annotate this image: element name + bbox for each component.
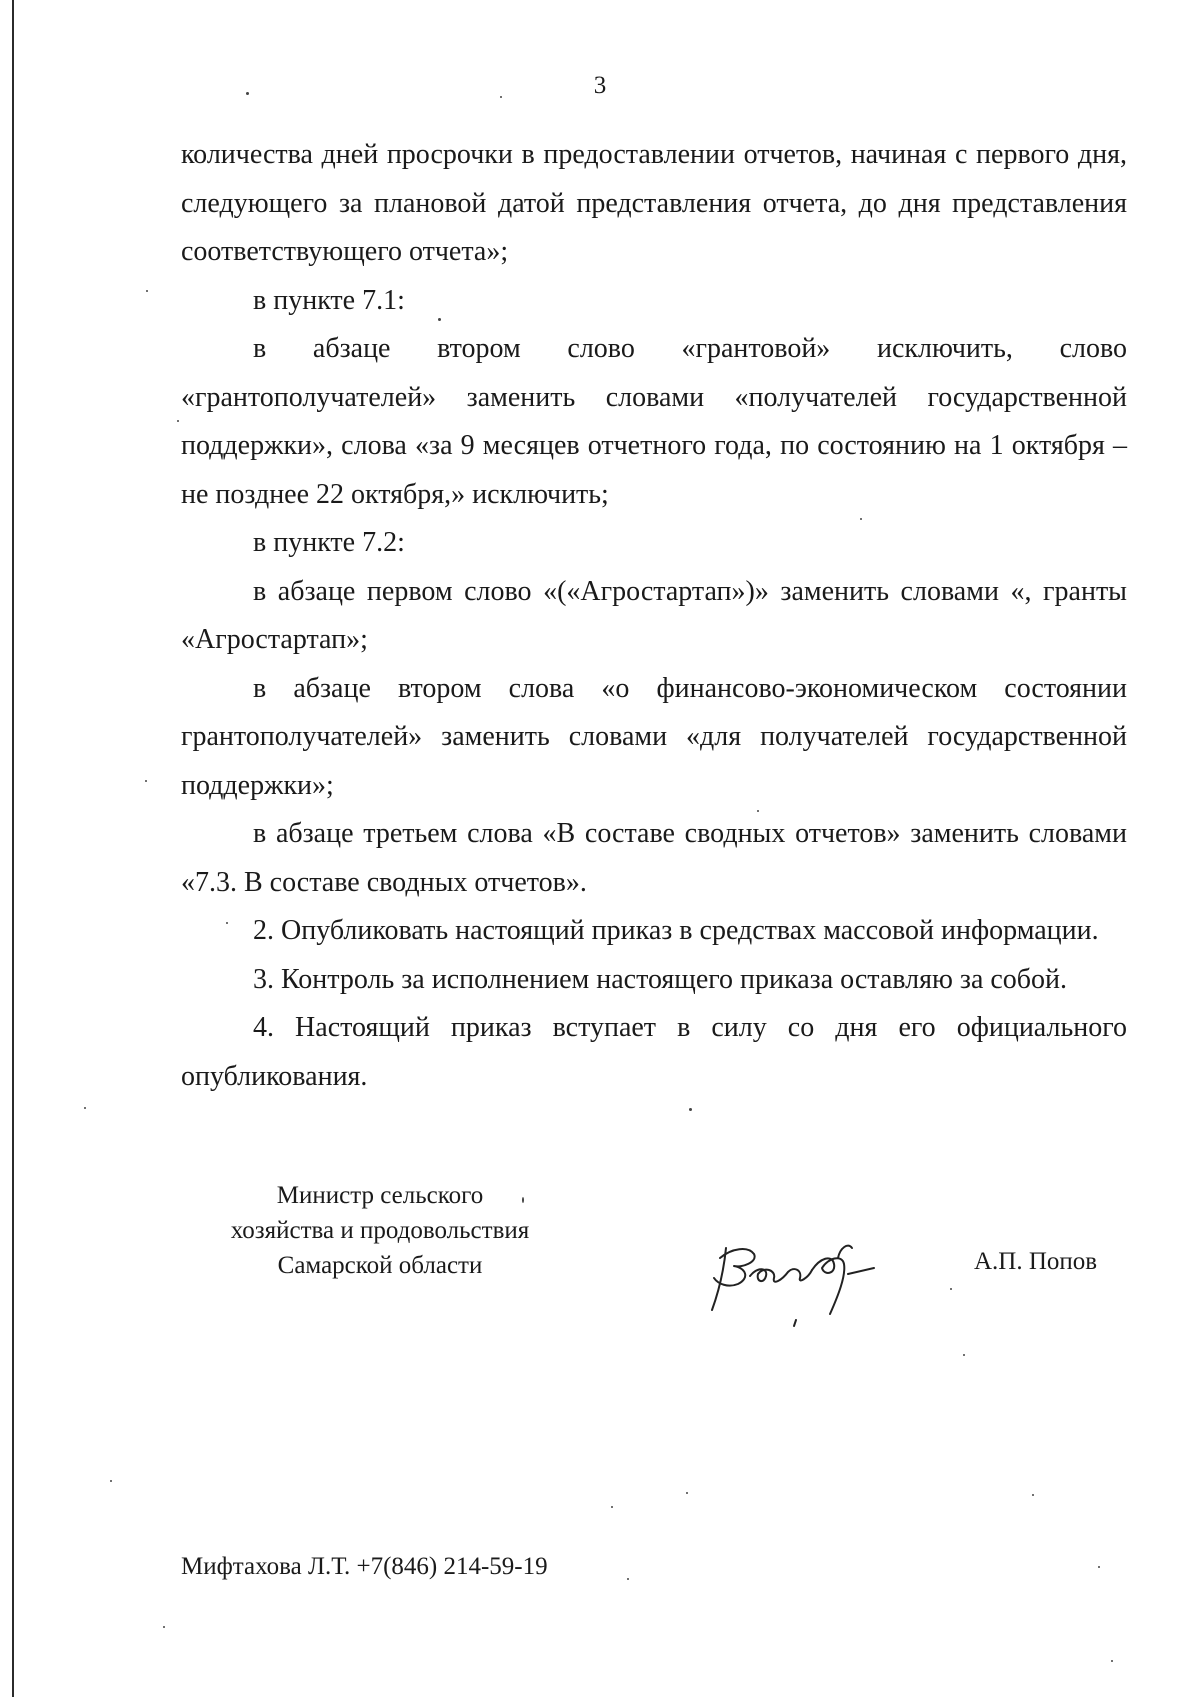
scan-speck: [110, 1480, 112, 1482]
scan-speck: [627, 1578, 629, 1580]
scan-speck: [177, 420, 179, 422]
signatory-name: А.П. Попов: [974, 1248, 1098, 1275]
body-paragraph: в абзаце первом слово «(«Агростартап»)» заменить словами «, гранты «Агростартап»;: [181, 575, 1127, 655]
body-paragraph: 2. Опубликовать настоящий приказ в средствах массовой информации.: [253, 915, 1099, 946]
contact-line: Мифтахова Л.Т. +7(846) 214-59-19: [181, 1553, 548, 1580]
scan-edge-line: [12, 0, 14, 1697]
signatory-title-line: Самарской области: [277, 1252, 483, 1279]
signatory-title-line: Министр сельского: [276, 1182, 484, 1209]
scan-speck: [963, 1354, 965, 1356]
scan-speck: [438, 318, 441, 321]
signatory-title: [190, 1178, 570, 1283]
scan-speck: [1098, 1566, 1100, 1568]
body-paragraph: в пункте 7.1:: [253, 284, 405, 316]
scan-speck: [689, 1108, 692, 1111]
body-paragraph: в абзаце третьем слова «В составе сводных отчетов» заменить словами «7.3. В составе сводных отчетов».: [181, 818, 1127, 898]
scan-speck: [1111, 1660, 1113, 1662]
scan-speck: [146, 290, 148, 292]
scan-speck: [163, 1626, 165, 1628]
body-paragraph: 3. Контроль за исполнением настоящего приказа оставляю за собой.: [253, 963, 1068, 995]
body-paragraph: в абзаце втором слова «о финансово-экономическом состоянии грантополучателей» заменить словами «для получателей государственной поддержки»;: [181, 672, 1127, 801]
scan-speck: [1032, 1494, 1034, 1496]
scan-speck: [686, 1492, 688, 1494]
signatory-title-line: хозяйства и продовольствия: [230, 1217, 530, 1244]
scan-speck: [950, 1288, 952, 1290]
scan-speck: [611, 1506, 613, 1508]
scan-speck: [246, 92, 249, 95]
scan-speck: [145, 780, 147, 782]
scan-speck: [860, 518, 862, 520]
scan-speck: [84, 1107, 86, 1109]
scan-speck: [226, 922, 228, 924]
body-paragraph: в абзаце втором слово «грантовой» исключить, слово «грантополучателей» заменить словами «получателей государственной поддержки», слова «за 9 месяцев отчетного года, по состоянию на 1 октября – не позднее 22 октября,» исключить;: [181, 333, 1127, 510]
handwritten-signature: [698, 1218, 888, 1328]
scan-speck: [522, 1197, 524, 1203]
body-paragraph: в пункте 7.2:: [253, 527, 405, 558]
document-body: [181, 131, 1127, 1101]
page-number: 3: [593, 72, 607, 99]
scan-speck: [500, 96, 502, 98]
body-paragraph: количества дней просрочки в предоставлении отчетов, начиная с первого дня, следующего за плановой датой представления отчета, до дня представления соответствующего отчета»;: [181, 139, 1127, 267]
body-paragraph: 4. Настоящий приказ вступает в силу со дня его официального опубликования.: [181, 1012, 1127, 1092]
scan-speck: [757, 810, 759, 812]
